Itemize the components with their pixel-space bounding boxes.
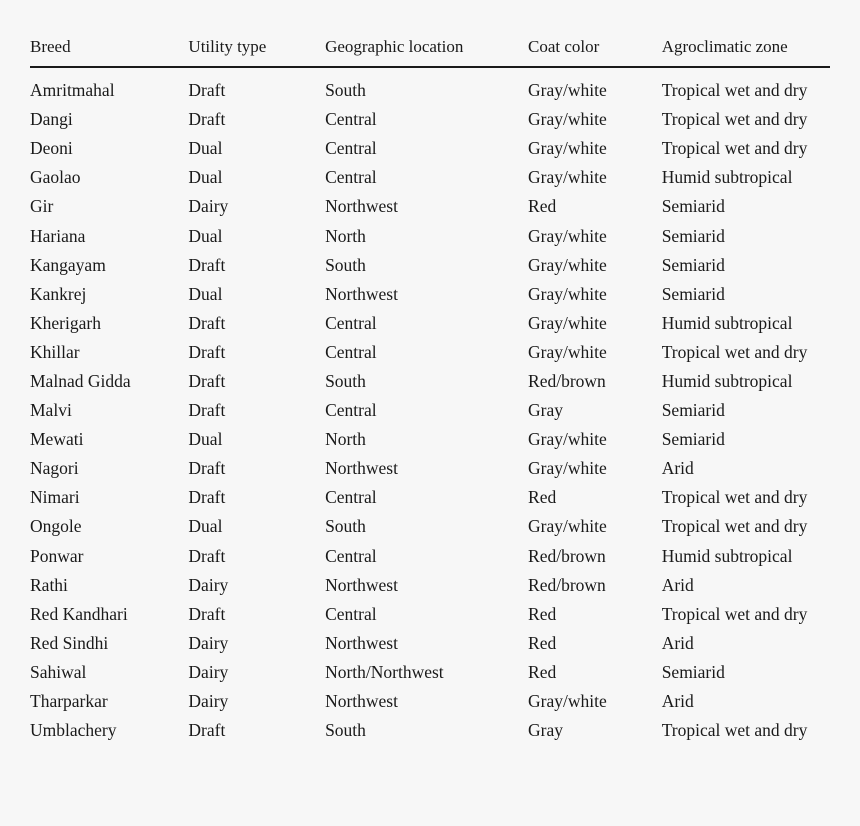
cell-agroclimatic-zone: Tropical wet and dry bbox=[661, 603, 808, 624]
cell-coat-color: Gray/white bbox=[528, 516, 607, 537]
cell-breed: Kankrej bbox=[30, 283, 87, 304]
cell-agroclimatic-zone: Semiarid bbox=[661, 661, 725, 682]
cell-utility-type: Dairy bbox=[188, 196, 229, 217]
cell-breed: Malnad Gidda bbox=[30, 370, 131, 391]
cell-utility-type: Draft bbox=[188, 312, 226, 333]
table-row bbox=[30, 512, 830, 541]
cell-coat-color: Gray/white bbox=[528, 283, 607, 304]
cell-breed: Red Sindhi bbox=[30, 632, 109, 653]
cell-geographic-location: Central bbox=[325, 545, 377, 566]
cell-geographic-location: South bbox=[325, 720, 366, 741]
cell-agroclimatic-zone: Arid bbox=[661, 691, 694, 712]
cell-coat-color: Red bbox=[528, 487, 557, 508]
cell-geographic-location: Northwest bbox=[325, 574, 398, 595]
cell-coat-color: Red/brown bbox=[528, 545, 606, 566]
cell-agroclimatic-zone: Arid bbox=[661, 574, 694, 595]
table-row bbox=[30, 396, 830, 425]
cell-utility-type: Draft bbox=[188, 370, 226, 391]
cell-breed: Rathi bbox=[30, 574, 68, 595]
cell-agroclimatic-zone: Semiarid bbox=[661, 225, 725, 246]
table-row bbox=[30, 76, 830, 105]
cell-breed: Hariana bbox=[30, 225, 86, 246]
table-row bbox=[30, 542, 830, 571]
cell-coat-color: Gray/white bbox=[528, 312, 607, 333]
cell-geographic-location: Central bbox=[325, 312, 377, 333]
cell-breed: Nimari bbox=[30, 487, 80, 508]
cell-coat-color: Red bbox=[528, 603, 557, 624]
cell-geographic-location: Central bbox=[325, 138, 377, 159]
cell-utility-type: Draft bbox=[188, 487, 226, 508]
table-row bbox=[30, 192, 830, 221]
cell-geographic-location: Northwest bbox=[325, 196, 398, 217]
cell-utility-type: Draft bbox=[188, 603, 226, 624]
cell-coat-color: Gray/white bbox=[528, 109, 607, 130]
cell-coat-color: Gray/white bbox=[528, 429, 607, 450]
cell-geographic-location: South bbox=[325, 254, 366, 275]
table-row bbox=[30, 483, 830, 512]
cell-coat-color: Gray/white bbox=[528, 138, 607, 159]
cell-utility-type: Dual bbox=[188, 167, 223, 188]
cell-coat-color: Gray/white bbox=[528, 167, 607, 188]
cell-agroclimatic-zone: Semiarid bbox=[661, 400, 725, 421]
table-row bbox=[30, 600, 830, 629]
cell-coat-color: Gray/white bbox=[528, 458, 607, 479]
cell-agroclimatic-zone: Arid bbox=[661, 458, 694, 479]
cell-breed: Tharparkar bbox=[30, 691, 108, 712]
cell-agroclimatic-zone: Tropical wet and dry bbox=[661, 80, 808, 101]
table-row bbox=[30, 454, 830, 483]
cell-agroclimatic-zone: Semiarid bbox=[661, 429, 725, 450]
cell-coat-color: Gray/white bbox=[528, 341, 607, 362]
header-breed: Breed bbox=[30, 37, 71, 56]
table-row bbox=[30, 309, 830, 338]
cell-geographic-location: North bbox=[325, 429, 366, 450]
cell-utility-type: Draft bbox=[188, 254, 226, 275]
cell-coat-color: Gray bbox=[528, 400, 564, 421]
cell-geographic-location: South bbox=[325, 516, 366, 537]
cell-coat-color: Gray/white bbox=[528, 691, 607, 712]
cell-utility-type: Draft bbox=[188, 400, 226, 421]
header-agroclimatic-zone: Agroclimatic zone bbox=[661, 37, 788, 56]
cell-geographic-location: Northwest bbox=[325, 632, 398, 653]
table-row bbox=[30, 280, 830, 309]
cell-geographic-location: North/Northwest bbox=[325, 661, 444, 682]
table-row bbox=[30, 251, 830, 280]
cell-utility-type: Dual bbox=[188, 138, 223, 159]
cell-geographic-location: Central bbox=[325, 341, 377, 362]
table-row bbox=[30, 716, 830, 745]
cell-breed: Dangi bbox=[30, 109, 73, 130]
cell-agroclimatic-zone: Semiarid bbox=[661, 254, 725, 275]
cell-geographic-location: South bbox=[325, 80, 366, 101]
cell-breed: Kherigarh bbox=[30, 312, 101, 333]
cell-geographic-location: Central bbox=[325, 109, 377, 130]
cell-coat-color: Red bbox=[528, 196, 557, 217]
cell-breed: Amritmahal bbox=[30, 80, 115, 101]
cell-utility-type: Draft bbox=[188, 80, 226, 101]
cell-geographic-location: Central bbox=[325, 400, 377, 421]
cell-agroclimatic-zone: Arid bbox=[661, 632, 694, 653]
cell-agroclimatic-zone: Humid subtropical bbox=[661, 312, 793, 333]
table-row bbox=[30, 571, 830, 600]
cell-agroclimatic-zone: Tropical wet and dry bbox=[661, 516, 808, 537]
cell-coat-color: Gray/white bbox=[528, 254, 607, 275]
cell-agroclimatic-zone: Semiarid bbox=[661, 196, 725, 217]
table-row bbox=[30, 629, 830, 658]
cell-breed: Red Kandhari bbox=[30, 603, 128, 624]
cell-geographic-location: South bbox=[325, 370, 366, 391]
table-row bbox=[30, 221, 830, 250]
table-row bbox=[30, 425, 830, 454]
cell-coat-color: Gray/white bbox=[528, 80, 607, 101]
table-row bbox=[30, 338, 830, 367]
header-utility-type: Utility type bbox=[188, 37, 267, 56]
cell-geographic-location: Northwest bbox=[325, 691, 398, 712]
header-geographic-location: Geographic location bbox=[325, 37, 464, 56]
cell-agroclimatic-zone: Tropical wet and dry bbox=[661, 138, 808, 159]
cell-agroclimatic-zone: Tropical wet and dry bbox=[661, 109, 808, 130]
cell-utility-type: Draft bbox=[188, 109, 226, 130]
cell-breed: Kangayam bbox=[30, 254, 106, 275]
cell-coat-color: Red bbox=[528, 661, 557, 682]
cell-utility-type: Dual bbox=[188, 516, 223, 537]
cell-breed: Gir bbox=[30, 196, 54, 217]
cell-geographic-location: Northwest bbox=[325, 283, 398, 304]
table-row bbox=[30, 163, 830, 192]
cell-agroclimatic-zone: Humid subtropical bbox=[661, 545, 793, 566]
cell-geographic-location: North bbox=[325, 225, 366, 246]
cell-breed: Ongole bbox=[30, 516, 82, 537]
cell-utility-type: Dairy bbox=[188, 691, 229, 712]
cell-utility-type: Draft bbox=[188, 720, 226, 741]
cell-utility-type: Draft bbox=[188, 545, 226, 566]
table-row bbox=[30, 658, 830, 687]
cell-utility-type: Draft bbox=[188, 341, 226, 362]
header-coat-color: Coat color bbox=[528, 37, 600, 56]
header-rule bbox=[30, 66, 830, 68]
cell-coat-color: Red bbox=[528, 632, 557, 653]
cell-breed: Ponwar bbox=[30, 545, 84, 566]
cell-agroclimatic-zone: Humid subtropical bbox=[661, 167, 793, 188]
cell-breed: Deoni bbox=[30, 138, 73, 159]
cell-coat-color: Red/brown bbox=[528, 574, 606, 595]
cell-geographic-location: Central bbox=[325, 603, 377, 624]
table-row bbox=[30, 105, 830, 134]
cell-geographic-location: Central bbox=[325, 167, 377, 188]
table-header-row bbox=[30, 30, 830, 64]
cell-geographic-location: Northwest bbox=[325, 458, 398, 479]
cell-utility-type: Draft bbox=[188, 458, 226, 479]
cell-breed: Khillar bbox=[30, 341, 80, 362]
cell-utility-type: Dual bbox=[188, 429, 223, 450]
cell-breed: Malvi bbox=[30, 400, 72, 421]
cell-coat-color: Red/brown bbox=[528, 370, 606, 391]
cell-utility-type: Dairy bbox=[188, 574, 229, 595]
cell-agroclimatic-zone: Tropical wet and dry bbox=[661, 720, 808, 741]
cell-agroclimatic-zone: Semiarid bbox=[661, 283, 725, 304]
cell-utility-type: Dairy bbox=[188, 661, 229, 682]
table-body bbox=[30, 76, 830, 745]
cell-coat-color: Gray bbox=[528, 720, 564, 741]
cell-geographic-location: Central bbox=[325, 487, 377, 508]
table-row bbox=[30, 367, 830, 396]
table-row bbox=[30, 687, 830, 716]
cell-breed: Sahiwal bbox=[30, 661, 87, 682]
table-row bbox=[30, 134, 830, 163]
cell-utility-type: Dual bbox=[188, 225, 223, 246]
cell-utility-type: Dairy bbox=[188, 632, 229, 653]
cell-breed: Gaolao bbox=[30, 167, 81, 188]
cell-agroclimatic-zone: Humid subtropical bbox=[661, 370, 793, 391]
cell-agroclimatic-zone: Tropical wet and dry bbox=[661, 487, 808, 508]
cell-breed: Umblachery bbox=[30, 720, 117, 741]
breed-table bbox=[30, 30, 830, 745]
cell-utility-type: Dual bbox=[188, 283, 223, 304]
cell-coat-color: Gray/white bbox=[528, 225, 607, 246]
cell-breed: Nagori bbox=[30, 458, 79, 479]
cell-agroclimatic-zone: Tropical wet and dry bbox=[661, 341, 808, 362]
cell-breed: Mewati bbox=[30, 429, 84, 450]
